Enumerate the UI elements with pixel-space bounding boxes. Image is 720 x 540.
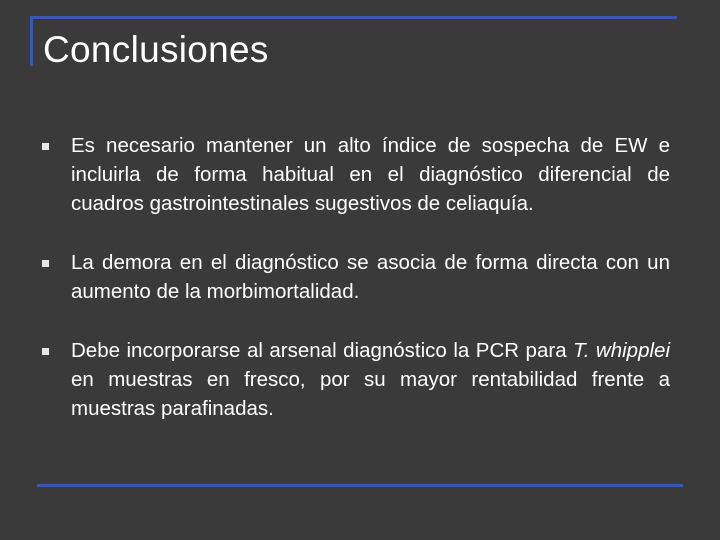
square-bullet-icon [42, 348, 49, 355]
frame-top-rule [30, 16, 677, 19]
bullet-item [40, 131, 670, 218]
bullet-item [40, 248, 670, 306]
bullet-list [40, 131, 670, 423]
frame-left-rule [30, 16, 33, 66]
bullet-text: La demora en el diagnóstico se asocia de forma directa con un aumento de la morbimortalidad. [71, 251, 670, 303]
square-bullet-icon [42, 260, 49, 267]
bullet-text: Es necesario mantener un alto índice de sospecha de EW e incluirla de forma habitual en el diagnóstico diferencial de cuadros gastrointestinales sugestivos de celiaquía. [71, 134, 670, 215]
bullet-item [40, 336, 670, 423]
square-bullet-icon [42, 143, 49, 150]
bullet-text-italic: T. whipplei [573, 339, 670, 362]
slide-title: Conclusiones [43, 29, 269, 70]
bullet-text-part: en muestras en fresco, por su mayor rentabilidad frente a muestras parafinadas. [71, 368, 670, 420]
bullet-text [71, 336, 670, 423]
frame-bottom-rule [37, 484, 683, 487]
bullet-text-part: Debe incorporarse al arsenal diagnóstico la PCR para [71, 339, 574, 362]
